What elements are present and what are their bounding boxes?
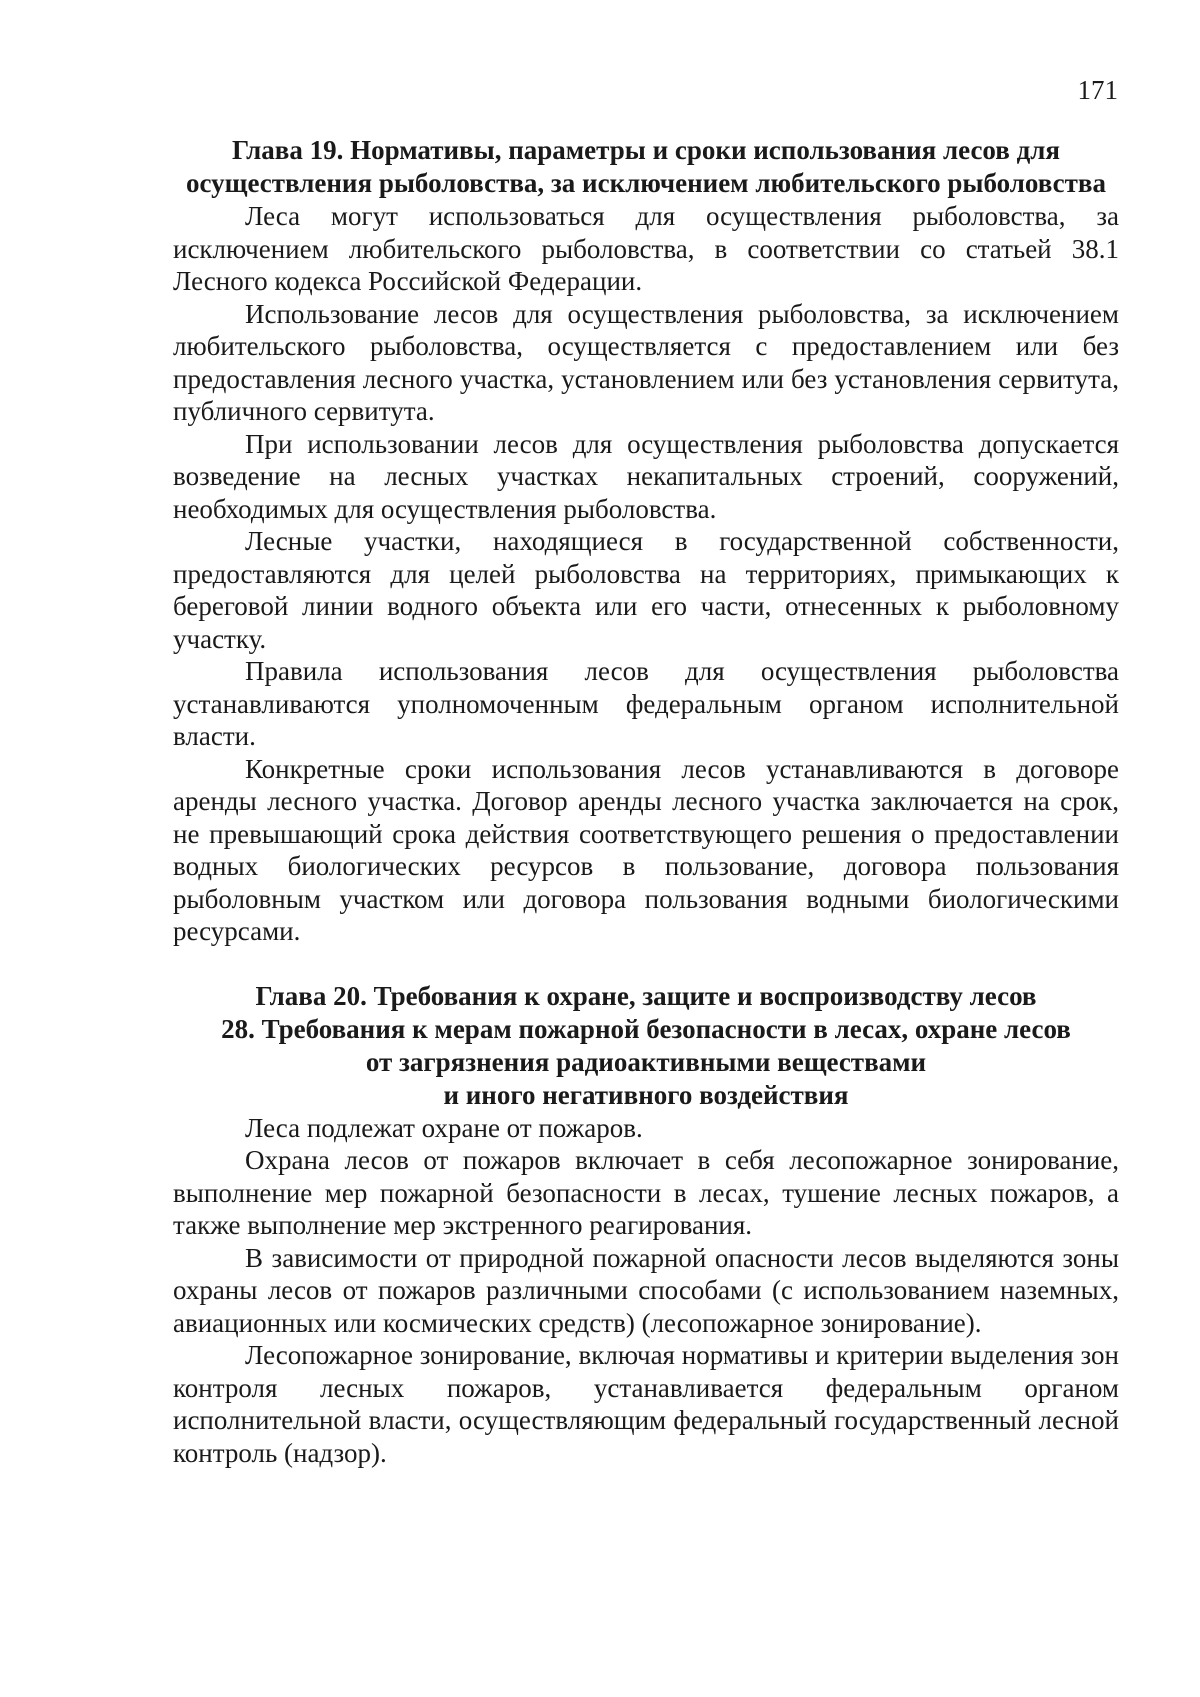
chapter-20-title: Глава 20. Требования к охране, защите и воспроизводству лесов (255, 980, 1037, 1011)
section-28-title-line: от загрязнения радиоактивными веществами (365, 1046, 927, 1077)
page-number: 171 (1077, 75, 1118, 105)
page-content (173, 134, 1119, 1469)
chapter-19-paragraph: Леса могут использоваться для осуществления рыболовства, за исключением любительского рыболовства, в соответствии со статьей 38.1 Лесного кодекса Российской Федерации. (173, 201, 1119, 296)
section-28-title-line: и иного негативного воздействия (443, 1079, 849, 1110)
section-28-title (173, 1013, 1119, 1112)
chapter-19-paragraph: Использование лесов для осуществления рыболовства, за исключением любительского рыболовства, осуществляется с предоставлением или без предоставления лесного участка, установлением или без установления сервитута, публичного сервитута. (173, 298, 1119, 426)
section-28-paragraph: Леса подлежат охране от пожаров. (245, 1112, 643, 1143)
chapter-19-paragraph: При использовании лесов для осуществления рыболовства допускается возведение на лесных участках некапитальных строений, сооружений, необходимых для осуществления рыболовства. (173, 428, 1119, 524)
chapter-19-paragraph: Правила использования лесов для осуществления рыболовства устанавливаются уполномоченным федеральным органом исполнительной власти. (173, 656, 1119, 751)
section-28-title-line: 28. Требования к мерам пожарной безопасности в лесах, охране лесов (221, 1013, 1071, 1044)
chapter-19-title: Глава 19. Нормативы, параметры и сроки использования лесов для осуществления рыболовства, за исключением любительского рыболовства (186, 135, 1106, 198)
chapter-19-paragraph: Конкретные сроки использования лесов устанавливаются в договоре аренды лесного участка. Договор аренды лесного участка заключается на срок, не превышающий срока действия соответствующего решения о предоставлении водных биологических ресурсов в пользование, договора пользования рыболовным участком или договора пользования водными биологическими ресурсами. (173, 753, 1119, 946)
chapter-19-paragraph: Лесные участки, находящиеся в государственной собственности, предоставляются для целей рыболовства на территориях, примыкающих к береговой линии водного объекта или его части, отнесенных к рыболовному участку. (173, 526, 1119, 654)
section-spacer (173, 948, 1119, 980)
section-28-paragraph: В зависимости от природной пожарной опасности лесов выделяются зоны охраны лесов от пожаров различными способами (с использованием наземных, авиационных или космических средств) (лесопожарное зонирование). (173, 1242, 1119, 1338)
section-28-paragraph: Лесопожарное зонирование, включая нормативы и критерии выделения зон контроля лесных пожаров, устанавливается федеральным органом исполнительной власти, осуществляющим федеральный государственный лесной контроль (надзор). (173, 1340, 1119, 1468)
section-28-paragraph: Охрана лесов от пожаров включает в себя лесопожарное зонирование, выполнение мер пожарной безопасности в лесах, тушение лесных пожаров, а также выполнение мер экстренного реагирования. (173, 1145, 1119, 1240)
